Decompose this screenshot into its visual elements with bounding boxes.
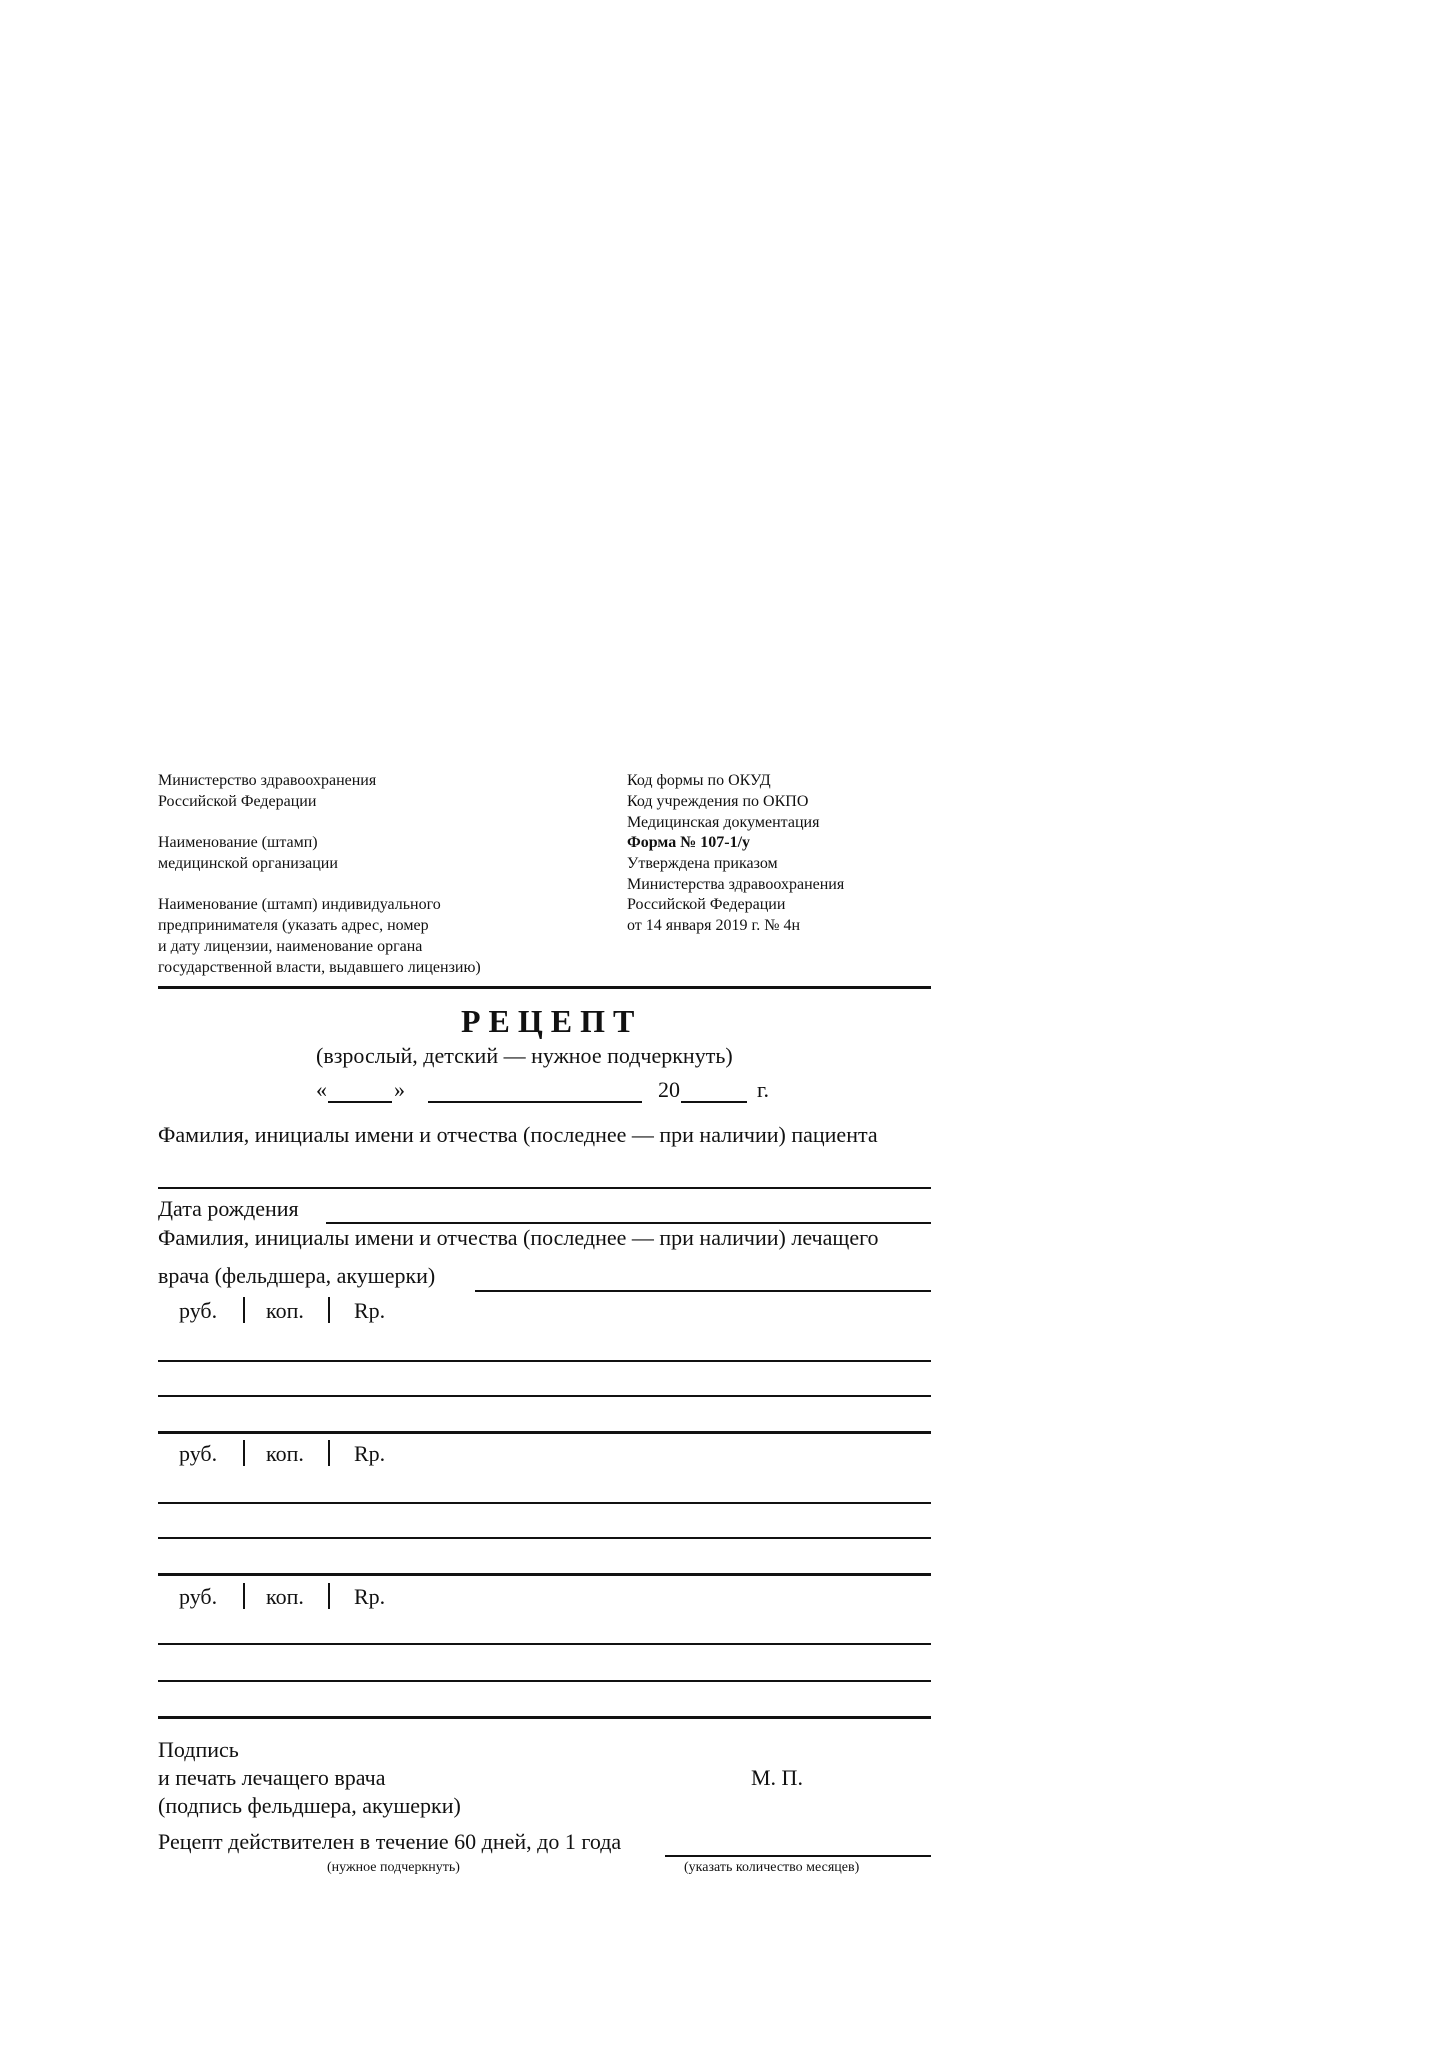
- org-stamp-line-1: Наименование (штамп): [158, 834, 318, 851]
- rx3-kop-label: коп.: [266, 1584, 304, 1609]
- stamp-place-label: М. П.: [751, 1765, 803, 1790]
- rx3-divider-bottom: [158, 1716, 931, 1719]
- org-stamp-line-2: медицинской организации: [158, 855, 338, 872]
- approved-line-2: Министерства здравоохранения: [627, 876, 845, 893]
- approved-line-1: Утверждена приказом: [627, 855, 778, 872]
- validity-text: Рецепт действителен в течение 60 дней, до 1 года: [158, 1829, 622, 1854]
- rx1-divider-2: [328, 1297, 330, 1323]
- ministry-line-2: Российской Федерации: [158, 793, 317, 810]
- approved-line-4: от 14 января 2019 г. № 4н: [627, 917, 801, 934]
- ministry-line-1: Министерство здравоохранения: [158, 772, 377, 789]
- page-title: РЕЦЕПТ: [461, 1003, 643, 1039]
- rx2-rub-label: руб.: [179, 1441, 218, 1466]
- rx2-line-2[interactable]: [158, 1537, 931, 1539]
- rx1-line-1[interactable]: [158, 1360, 931, 1362]
- okpo-code-label: Код учреждения по ОКПО: [627, 793, 809, 810]
- birth-date-label: Дата рождения: [158, 1196, 299, 1221]
- rx2-line-1[interactable]: [158, 1502, 931, 1504]
- signature-label-line-3: (подпись фельдшера, акушерки): [158, 1793, 461, 1818]
- ip-stamp-line-4: государственной власти, выдавшего лицензию): [158, 959, 481, 976]
- rx1-line-2[interactable]: [158, 1395, 931, 1397]
- signature-label-line-1: Подпись: [158, 1737, 239, 1762]
- date-open-quote: «: [316, 1077, 327, 1102]
- validity-underline-note: (нужное подчеркнуть): [327, 1860, 460, 1875]
- rx3-line-2[interactable]: [158, 1680, 931, 1682]
- date-year-suffix: г.: [757, 1077, 770, 1102]
- rx3-rub-label: руб.: [179, 1584, 218, 1609]
- patient-name-field[interactable]: [158, 1187, 931, 1189]
- date-year-prefix: 20: [658, 1077, 680, 1102]
- rx3-rp-label: Rp.: [354, 1584, 386, 1609]
- ip-stamp-line-3: и дату лицензии, наименование органа: [158, 938, 423, 955]
- rx1-rp-label: Rp.: [354, 1298, 386, 1323]
- date-day-field[interactable]: [328, 1101, 392, 1103]
- date-close-quote: »: [394, 1077, 405, 1102]
- ip-stamp-line-1: Наименование (штамп) индивидуального: [158, 896, 441, 913]
- rx2-divider-2: [328, 1440, 330, 1466]
- recipe-subtitle: (взрослый, детский — нужное подчеркнуть): [316, 1043, 733, 1068]
- validity-months-field[interactable]: [665, 1855, 931, 1857]
- rx2-rp-label: Rp.: [354, 1441, 386, 1466]
- rx1-divider-bottom: [158, 1431, 931, 1434]
- header-divider: [158, 986, 931, 989]
- signature-label-line-2: и печать лечащего врача: [158, 1765, 386, 1790]
- med-doc-label: Медицинская документация: [627, 814, 820, 831]
- okud-code-label: Код формы по ОКУД: [627, 772, 771, 789]
- rx3-divider-2: [328, 1583, 330, 1609]
- rx3-line-1[interactable]: [158, 1643, 931, 1645]
- validity-months-note: (указать количество месяцев): [684, 1860, 860, 1875]
- rx1-kop-label: коп.: [266, 1298, 304, 1323]
- doctor-name-label-line-1: Фамилия, инициалы имени и отчества (последнее — при наличии) лечащего: [158, 1225, 879, 1250]
- doctor-name-label-line-2: врача (фельдшера, акушерки): [158, 1263, 436, 1288]
- date-year-field[interactable]: [681, 1101, 747, 1103]
- approved-line-3: Российской Федерации: [627, 896, 786, 913]
- rx2-divider-1: [243, 1440, 245, 1466]
- doctor-name-field[interactable]: [475, 1290, 931, 1292]
- form-number: Форма № 107-1/у: [627, 834, 751, 851]
- date-month-field[interactable]: [428, 1101, 642, 1103]
- rx2-kop-label: коп.: [266, 1441, 304, 1466]
- rx2-divider-bottom: [158, 1573, 931, 1576]
- rx1-divider-1: [243, 1297, 245, 1323]
- patient-name-label: Фамилия, инициалы имени и отчества (последнее — при наличии) пациента: [158, 1122, 878, 1147]
- rx3-divider-1: [243, 1583, 245, 1609]
- ip-stamp-line-2: предпринимателя (указать адрес, номер: [158, 917, 429, 934]
- rx1-rub-label: руб.: [179, 1298, 218, 1323]
